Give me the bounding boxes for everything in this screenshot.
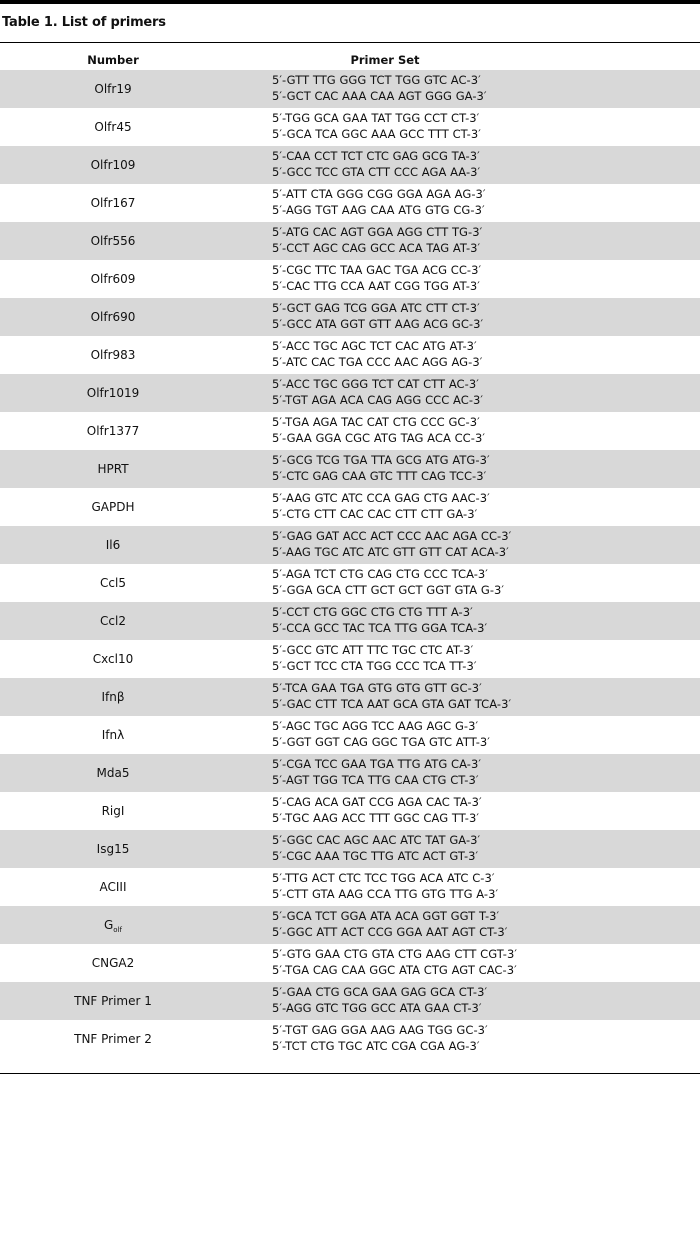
forward-primer: 5′-TGA AGA TAC CAT CTG CCC GC-3′ <box>272 415 480 429</box>
table-row <box>0 1020 700 1058</box>
gene-name-text: ACIII <box>99 880 127 894</box>
forward-primer: 5′-ACC TGC GGG TCT CAT CTT AC-3′ <box>272 377 479 391</box>
gene-name <box>0 298 226 336</box>
forward-primer: 5′-CGC TTC TAA GAC TGA ACG CC-3′ <box>272 263 482 277</box>
gene-name-text: Olfr109 <box>90 158 136 172</box>
top-rule <box>0 0 700 4</box>
gene-name-text: Isg15 <box>96 842 130 856</box>
gene-name <box>0 564 226 602</box>
gene-name <box>0 906 226 944</box>
table-header-row <box>0 50 700 70</box>
gene-name <box>0 754 226 792</box>
reverse-primer: 5′-CAC TTG CCA AAT CGG TGG AT-3′ <box>272 279 480 293</box>
forward-primer: 5′-ATT CTA GGG CGG GGA AGA AG-3′ <box>272 187 486 201</box>
forward-primer: 5′-TCA GAA TGA GTG GTG GTT GC-3′ <box>272 681 482 695</box>
reverse-primer: 5′-GCT CAC AAA CAA AGT GGG GA-3′ <box>272 89 487 103</box>
gene-name-subscript: olf <box>113 926 122 934</box>
gene-name <box>0 374 226 412</box>
gene-name <box>0 868 226 906</box>
gene-name-text: GAPDH <box>91 500 135 514</box>
gene-name <box>0 336 226 374</box>
reverse-primer: 5′-GGC ATT ACT CCG GGA AAT AGT CT-3′ <box>272 925 508 939</box>
gene-name-text: CNGA2 <box>91 956 135 970</box>
gene-name <box>0 792 226 830</box>
forward-primer: 5′-GAG GAT ACC ACT CCC AAC AGA CC-3′ <box>272 529 512 543</box>
table-row <box>0 450 700 488</box>
forward-primer: 5′-CAA CCT TCT CTC GAG GCG TA-3′ <box>272 149 480 163</box>
table-row <box>0 830 700 868</box>
gene-name-text: Ccl5 <box>100 576 126 590</box>
forward-primer: 5′-CGA TCC GAA TGA TTG ATG CA-3′ <box>272 757 481 771</box>
reverse-primer: 5′-CCA GCC TAC TCA TTG GGA TCA-3′ <box>272 621 488 635</box>
reverse-primer: 5′-CTG CTT CAC CAC CTT CTT GA-3′ <box>272 507 478 521</box>
forward-primer: 5′-GCG TCG TGA TTA GCG ATG ATG-3′ <box>272 453 490 467</box>
table-row <box>0 336 700 374</box>
gene-name-text: Cxcl10 <box>92 652 134 666</box>
reverse-primer: 5′-GAC CTT TCA AAT GCA GTA GAT TCA-3′ <box>272 697 512 711</box>
table-row <box>0 602 700 640</box>
gene-name-text: RigI <box>101 804 125 818</box>
table-row <box>0 716 700 754</box>
header-number: Number <box>87 53 139 67</box>
gene-name <box>0 146 226 184</box>
forward-primer: 5′-GGC CAC AGC AAC ATC TAT GA-3′ <box>272 833 481 847</box>
table-row <box>0 260 700 298</box>
gene-name <box>0 640 226 678</box>
gene-name-text: Ifnλ <box>101 728 125 742</box>
table-row <box>0 146 700 184</box>
gene-name-text: Olfr690 <box>90 310 136 324</box>
forward-primer: 5′-GCA TCT GGA ATA ACA GGT GGT T-3′ <box>272 909 500 923</box>
gene-name <box>0 222 226 260</box>
reverse-primer: 5′-CTC GAG CAA GTC TTT CAG TCC-3′ <box>272 469 487 483</box>
reverse-primer: 5′-ATC CAC TGA CCC AAC AGG AG-3′ <box>272 355 483 369</box>
gene-name <box>0 450 226 488</box>
reverse-primer: 5′-CTT GTA AAG CCA TTG GTG TTG A-3′ <box>272 887 499 901</box>
forward-primer: 5′-AAG GTC ATC CCA GAG CTG AAC-3′ <box>272 491 490 505</box>
forward-primer: 5′-GCC GTC ATT TTC TGC CTC AT-3′ <box>272 643 474 657</box>
gene-name-text: TNF Primer 1 <box>74 994 152 1008</box>
table-row <box>0 906 700 944</box>
gene-name-text: Olfr167 <box>90 196 136 210</box>
gene-name <box>0 602 226 640</box>
table-row <box>0 868 700 906</box>
gene-name <box>0 944 226 982</box>
table-row <box>0 222 700 260</box>
gene-name <box>0 488 226 526</box>
forward-primer: 5′-AGA TCT CTG CAG CTG CCC TCA-3′ <box>272 567 488 581</box>
table-row <box>0 374 700 412</box>
reverse-primer: 5′-TCT CTG TGC ATC CGA CGA AG-3′ <box>272 1039 480 1053</box>
gene-name-text: Olfr983 <box>90 348 136 362</box>
reverse-primer: 5′-AGT TGG TCA TTG CAA CTG CT-3′ <box>272 773 479 787</box>
table-row <box>0 488 700 526</box>
forward-primer: 5′-ACC TGC AGC TCT CAC ATG AT-3′ <box>272 339 477 353</box>
gene-name-text: Mda5 <box>96 766 130 780</box>
gene-name-text: Olfr1019 <box>86 386 140 400</box>
gene-name <box>0 70 226 108</box>
header-primer-set: Primer Set <box>350 53 420 67</box>
forward-primer: 5′-ATG CAC AGT GGA AGG CTT TG-3′ <box>272 225 483 239</box>
gene-name <box>0 678 226 716</box>
reverse-primer: 5′-AAG TGC ATC ATC GTT GTT CAT ACA-3′ <box>272 545 509 559</box>
reverse-primer: 5′-AGG TGT AAG CAA ATG GTG CG-3′ <box>272 203 485 217</box>
forward-primer: 5′-TTG ACT CTC TCC TGG ACA ATC C-3′ <box>272 871 495 885</box>
reverse-primer: 5′-GGT GGT CAG GGC TGA GTC ATT-3′ <box>272 735 490 749</box>
gene-name-text: G <box>103 918 114 932</box>
reverse-primer: 5′-GCC TCC GTA CTT CCC AGA AA-3′ <box>272 165 481 179</box>
forward-primer: 5′-GTT TTG GGG TCT TGG GTC AC-3′ <box>272 73 481 87</box>
table-body <box>0 70 700 1058</box>
reverse-primer: 5′-GGA GCA CTT GCT GCT GGT GTA G-3′ <box>272 583 505 597</box>
gene-name-text: Ifnβ <box>101 690 125 704</box>
gene-name-text: Olfr1377 <box>86 424 140 438</box>
table-row <box>0 982 700 1020</box>
reverse-primer: 5′-CCT AGC CAG GCC ACA TAG AT-3′ <box>272 241 481 255</box>
table-row <box>0 678 700 716</box>
gene-name <box>0 260 226 298</box>
forward-primer: 5′-GTG GAA CTG GTA CTG AAG CTT CGT-3′ <box>272 947 517 961</box>
forward-primer: 5′-GAA CTG GCA GAA GAG GCA CT-3′ <box>272 985 488 999</box>
gene-name-text: Ccl2 <box>100 614 126 628</box>
gene-name-text: Olfr556 <box>90 234 136 248</box>
reverse-primer: 5′-AGG GTC TGG GCC ATA GAA CT-3′ <box>272 1001 482 1015</box>
table-row <box>0 70 700 108</box>
forward-primer: 5′-CCT CTG GGC CTG CTG TTT A-3′ <box>272 605 473 619</box>
reverse-primer: 5′-CGC AAA TGC TTG ATC ACT GT-3′ <box>272 849 479 863</box>
reverse-primer: 5′-TGC AAG ACC TTT GGC CAG TT-3′ <box>272 811 480 825</box>
title-rule <box>0 42 700 43</box>
gene-name <box>0 982 226 1020</box>
table-row <box>0 412 700 450</box>
table-row <box>0 792 700 830</box>
table-row <box>0 108 700 146</box>
table-row <box>0 640 700 678</box>
bottom-rule <box>0 1073 700 1074</box>
gene-name <box>0 1020 226 1058</box>
gene-name <box>0 716 226 754</box>
forward-primer: 5′-TGG GCA GAA TAT TGG CCT CT-3′ <box>272 111 480 125</box>
gene-name-text: Il6 <box>105 538 121 552</box>
gene-name <box>0 184 226 222</box>
gene-name <box>0 412 226 450</box>
forward-primer: 5′-TGT GAG GGA AAG AAG TGG GC-3′ <box>272 1023 488 1037</box>
reverse-primer: 5′-GCC ATA GGT GTT AAG ACG GC-3′ <box>272 317 484 331</box>
gene-name <box>0 526 226 564</box>
gene-name-text: HPRT <box>97 462 129 476</box>
table-row <box>0 754 700 792</box>
forward-primer: 5′-AGC TGC AGG TCC AAG AGC G-3′ <box>272 719 479 733</box>
reverse-primer: 5′-TGT AGA ACA CAG AGG CCC AC-3′ <box>272 393 484 407</box>
forward-primer: 5′-CAG ACA GAT CCG AGA CAC TA-3′ <box>272 795 482 809</box>
table-row <box>0 526 700 564</box>
table-row <box>0 944 700 982</box>
table-row <box>0 184 700 222</box>
table-row <box>0 564 700 602</box>
gene-name-text: Olfr19 <box>94 82 132 96</box>
table-row <box>0 298 700 336</box>
gene-name-text: Olfr609 <box>90 272 136 286</box>
reverse-primer: 5′-GCA TCA GGC AAA GCC TTT CT-3′ <box>272 127 481 141</box>
gene-name <box>0 108 226 146</box>
forward-primer: 5′-GCT GAG TCG GGA ATC CTT CT-3′ <box>272 301 480 315</box>
table-title: Table 1. List of primers <box>2 15 166 30</box>
reverse-primer: 5′-TGA CAG CAA GGC ATA CTG AGT CAC-3′ <box>272 963 517 977</box>
reverse-primer: 5′-GAA GGA CGC ATG TAG ACA CC-3′ <box>272 431 485 445</box>
gene-name-text: TNF Primer 2 <box>74 1032 152 1046</box>
gene-name-text: Olfr45 <box>94 120 132 134</box>
gene-name <box>0 830 226 868</box>
reverse-primer: 5′-GCT TCC CTA TGG CCC TCA TT-3′ <box>272 659 477 673</box>
